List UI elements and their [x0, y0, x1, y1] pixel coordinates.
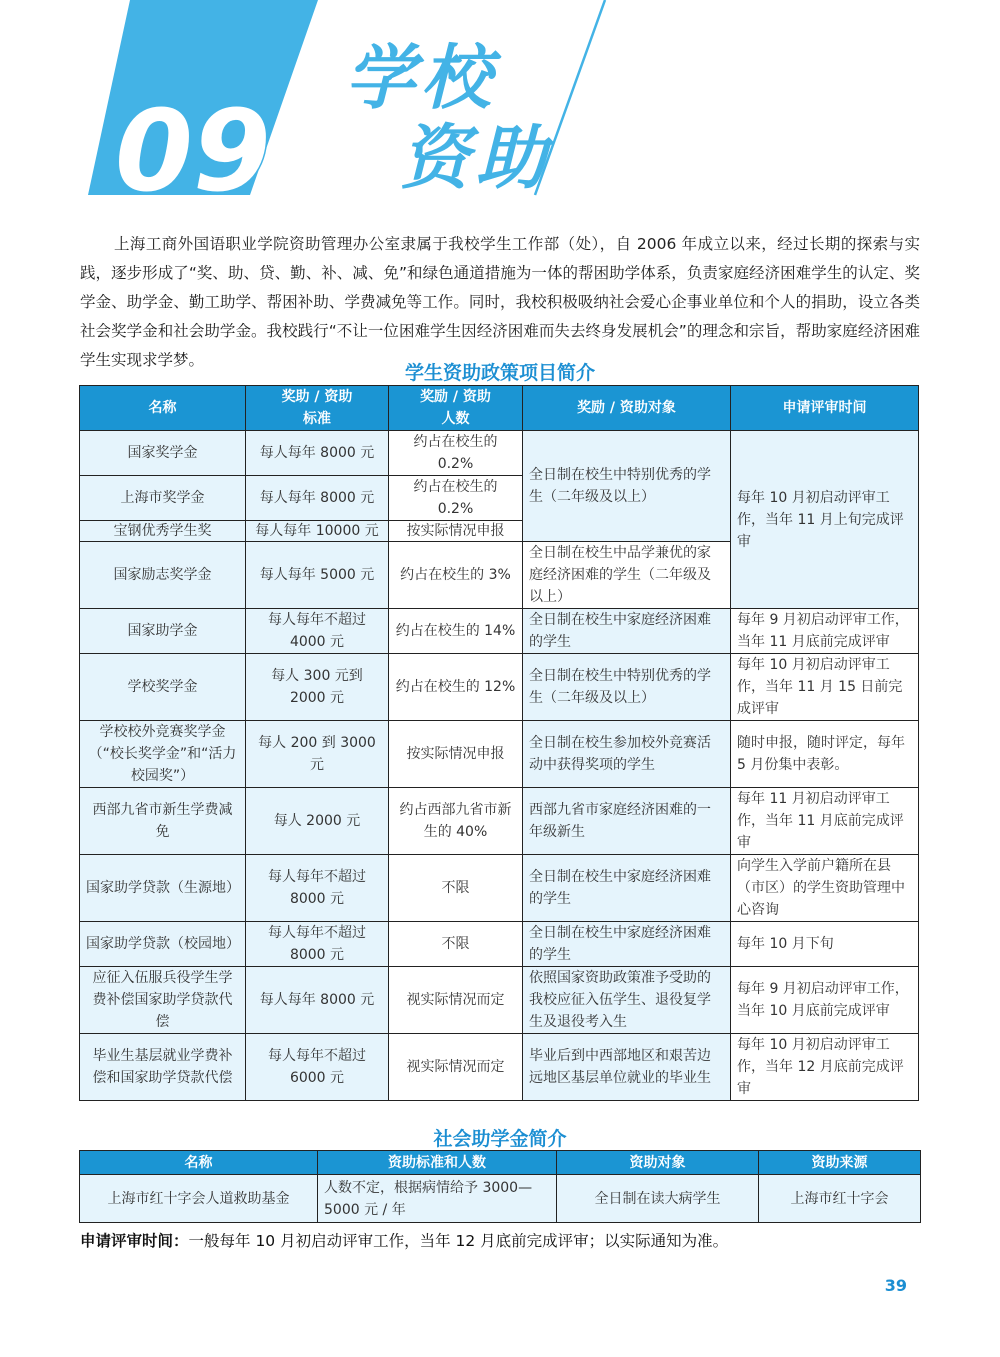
row-count: 不限	[389, 922, 523, 967]
row-name: 应征入伍服兵役学生学费补偿国家助学贷款代偿	[80, 967, 246, 1034]
row-name: 国家助学贷款（生源地）	[80, 855, 246, 922]
row-count: 约占西部九省市新生的 40%	[389, 788, 523, 855]
row-target: 毕业后到中西部地区和艰苦边远地区基层单位就业的毕业生	[523, 1034, 731, 1101]
row-standard: 人数不定，根据病情给予 3000—5000 元 / 年	[318, 1175, 557, 1223]
header-time: 申请评审时间	[731, 386, 919, 431]
table-row	[80, 1034, 919, 1101]
row-standard: 每人每年 8000 元	[246, 476, 389, 521]
table-row	[80, 1175, 921, 1223]
row-name: 国家助学贷款（校园地）	[80, 922, 246, 967]
table-row	[80, 654, 919, 721]
header-target: 资助对象	[557, 1151, 759, 1175]
row-count: 按实际情况申报	[389, 721, 523, 788]
row-standard: 每人每年 8000 元	[246, 431, 389, 476]
header-count: 奖励 / 资助 人数	[389, 386, 523, 431]
table-row	[80, 431, 919, 476]
row-time: 每年 10 月初启动评审工作，当年 12 月底前完成评审	[731, 1034, 919, 1101]
row-standard: 每人每年不超过 4000 元	[246, 609, 389, 654]
row-standard: 每人每年 8000 元	[246, 967, 389, 1034]
row-target: 全日制在校生中家庭经济困难的学生	[523, 855, 731, 922]
table-row	[80, 609, 919, 654]
row-standard: 每人 200 到 3000 元	[246, 721, 389, 788]
row-time: 每年 10 月下旬	[731, 922, 919, 967]
row-standard: 每人每年 5000 元	[246, 542, 389, 609]
policy-table-title: 学生资助政策项目简介	[404, 362, 595, 384]
row-target: 全日制在校生中特别优秀的学生（二年级及以上）	[523, 654, 731, 721]
row-count: 按实际情况申报	[389, 521, 523, 542]
row-target: 全日制在校生中家庭经济困难的学生	[523, 922, 731, 967]
table-row	[80, 788, 919, 855]
row-target-shared: 全日制在校生中特别优秀的学生（二年级及以上）	[523, 431, 731, 542]
header-name: 名称	[80, 1151, 318, 1175]
chapter-header	[0, 0, 640, 205]
note-label: 申请评审时间：	[80, 1232, 189, 1250]
row-standard: 每人每年不超过 6000 元	[246, 1034, 389, 1101]
row-name: 上海市红十字会人道救助基金	[80, 1175, 318, 1223]
row-standard: 每人每年不超过 8000 元	[246, 922, 389, 967]
row-target: 全日制在读大病学生	[557, 1175, 759, 1223]
row-target: 西部九省市家庭经济困难的一年级新生	[523, 788, 731, 855]
row-name: 学校校外竞赛奖学金（“校长奖学金”和“活力校园奖”）	[80, 721, 246, 788]
row-name: 毕业生基层就业学费补偿和国家助学贷款代偿	[80, 1034, 246, 1101]
row-time: 随时申报，随时评定，每年 5 月份集中表彰。	[731, 721, 919, 788]
table-row	[80, 922, 919, 967]
table-row	[80, 967, 919, 1034]
header-name: 名称	[80, 386, 246, 431]
row-standard: 每人 2000 元	[246, 788, 389, 855]
row-name: 西部九省市新生学费减免	[80, 788, 246, 855]
row-standard: 每人每年 10000 元	[246, 521, 389, 542]
row-time: 每年 9 月初启动评审工作，当年 11 月底前完成评审	[731, 609, 919, 654]
page-number: 39	[884, 1276, 907, 1295]
application-time-note	[80, 1229, 728, 1251]
table-row	[80, 855, 919, 922]
row-target: 全日制在校生中品学兼优的家庭经济困难的学生（二年级及以上）	[523, 542, 731, 609]
policy-table	[79, 385, 919, 1101]
row-target: 依照国家资助政策准予受助的我校应征入伍学生、退役复学生及退役考入生	[523, 967, 731, 1034]
chapter-number: 09	[115, 87, 271, 205]
header-standard: 资助标准和人数	[318, 1151, 557, 1175]
row-time: 向学生入学前户籍所在县（市区）的学生资助管理中心咨询	[731, 855, 919, 922]
row-name: 国家助学金	[80, 609, 246, 654]
row-count: 视实际情况而定	[389, 1034, 523, 1101]
table-header-row	[80, 386, 919, 431]
row-name: 宝钢优秀学生奖	[80, 521, 246, 542]
row-count: 约占在校生的 12%	[389, 654, 523, 721]
row-standard: 每人每年不超过 8000 元	[246, 855, 389, 922]
row-time: 每年 10 月初启动评审工作，当年 11 月 15 日前完成评审	[731, 654, 919, 721]
row-target: 全日制在校生参加校外竞赛活动中获得奖项的学生	[523, 721, 731, 788]
note-text: 一般每年 10 月初启动评审工作，当年 12 月底前完成评审；以实际通知为准。	[188, 1232, 729, 1250]
header-source: 资助来源	[759, 1151, 921, 1175]
row-standard: 每人 300 元到 2000 元	[246, 654, 389, 721]
row-time: 每年 9 月初启动评审工作，当年 10 月底前完成评审	[731, 967, 919, 1034]
row-time-shared: 每年 10 月初启动评审工作，当年 11 月上旬完成评审	[731, 431, 919, 609]
header-standard: 奖助 / 资助 标准	[246, 386, 389, 431]
row-name: 上海市奖学金	[80, 476, 246, 521]
row-count: 约占在校生的 0.2%	[389, 476, 523, 521]
row-source: 上海市红十字会	[759, 1175, 921, 1223]
row-name: 学校奖学金	[80, 654, 246, 721]
row-time: 每年 11 月初启动评审工作，当年 11 月底前完成评审	[731, 788, 919, 855]
intro-paragraph: 上海工商外国语职业学院资助管理办公室隶属于我校学生工作部（处），自 2006 年成立以来，经过长期的探索与实践，逐步形成了“奖、助、贷、勤、补、减、免”和绿色通道措施为一体的帮困助学体系，负责家庭经济困难学生的认定、奖学金、助学金、勤工助学、帮困补助、学费减免等工作。同时，我校积极吸纳社会爱心企事业单位和个人的捐助，设立各类社会奖学金和社会助学金。我校践行“不让一位困难学生因经济困难而失去终身发展机会”的理念和宗旨，帮助家庭经济困难学生实现求学梦。	[80, 235, 920, 369]
chapter-title-line2: 资助	[400, 117, 552, 199]
row-count: 不限	[389, 855, 523, 922]
row-count: 约占在校生的 3%	[389, 542, 523, 609]
row-target: 全日制在校生中家庭经济困难的学生	[523, 609, 731, 654]
row-count: 视实际情况而定	[389, 967, 523, 1034]
row-name: 国家励志奖学金	[80, 542, 246, 609]
social-table-title: 社会助学金简介	[433, 1128, 567, 1150]
row-name: 国家奖学金	[80, 431, 246, 476]
social-aid-table	[79, 1150, 921, 1223]
table-header-row	[80, 1151, 921, 1175]
row-count: 约占在校生的 0.2%	[389, 431, 523, 476]
chapter-title-line1: 学校	[345, 37, 497, 119]
table-row	[80, 721, 919, 788]
row-count: 约占在校生的 14%	[389, 609, 523, 654]
header-target: 奖励 / 资助对象	[523, 386, 731, 431]
